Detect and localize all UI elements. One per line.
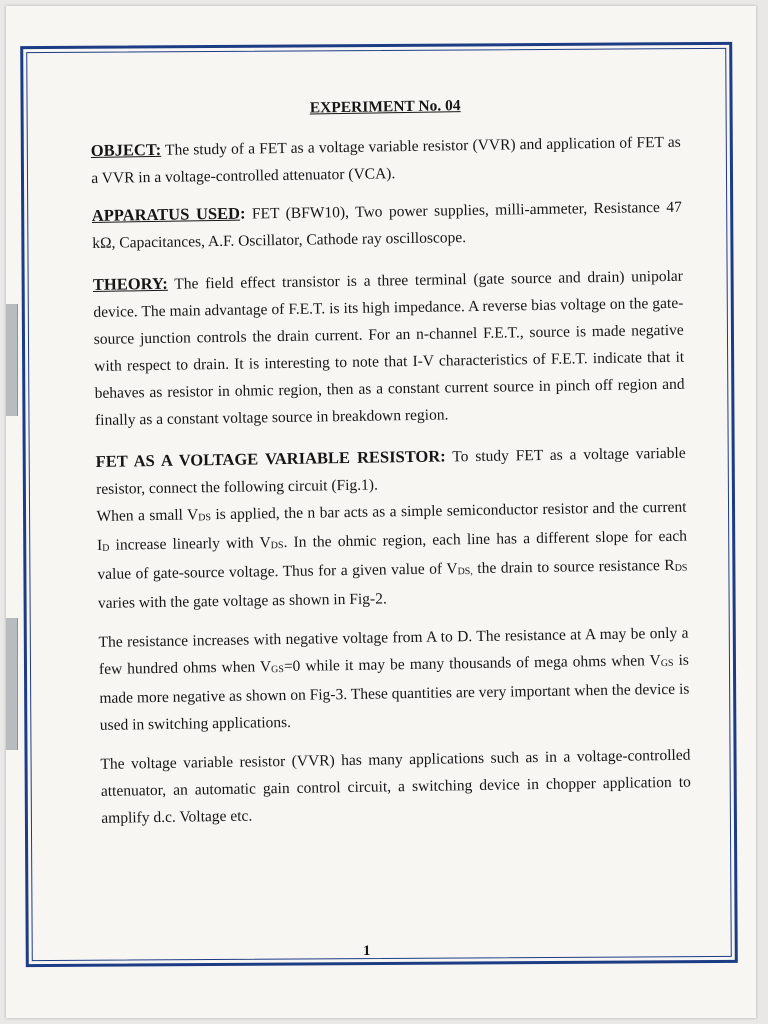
object-heading: OBJECT: xyxy=(90,139,162,160)
resistance-paragraph xyxy=(98,620,690,739)
apparatus-heading: APPARATUS USED xyxy=(91,203,241,225)
text-run: increase linearly with V xyxy=(109,534,271,554)
apparatus-text: FET (BFW10), Two power supplies, milli-ammeter, Resistance 47 kΩ, Capacitances, A.F. Oscillator, Cathode ray oscilloscope. xyxy=(92,198,682,252)
object-paragraph xyxy=(91,128,682,192)
theory-paragraph xyxy=(93,262,685,434)
text-run: the drain to source resistance R xyxy=(472,556,675,578)
binder-tab xyxy=(6,304,18,416)
text-run: is applied, the n bar acts as a simple semiconductor resistor and the current I xyxy=(96,498,687,554)
object-text: The study of a FET as a voltage variable resistor (VVR) and application of FET as a VVR in a voltage-controlled attenuator (VCA). xyxy=(91,133,681,187)
text-run: . In the ohmic region, each line has a different slope for each value of gate-source voltage. Thus for a given value of V xyxy=(97,527,688,583)
theory-heading: THEORY: xyxy=(92,273,168,294)
subscript: D xyxy=(102,542,110,554)
theory-text: The field effect transistor is a three terminal (gate source and drain) unipolar device. The main advantage of F.E.T. is its high impedance. A reverse bias voltage on the gate-source junction controls the drain current. For an n-channel F.E.T., source is made negative with respect to drain. It is interesting to note that I-V characteristics of F.E.T. indicate that it behaves as resistor in ohmic region, then as a constant current source in pinch off region and finally as a constant voltage source in breakdown region. xyxy=(93,267,685,429)
page-number: 1 xyxy=(363,943,371,959)
binder-tab xyxy=(6,618,18,750)
fet-vvr-paragraph xyxy=(95,439,686,503)
subscript: DS xyxy=(270,540,284,552)
subscript: DS xyxy=(198,512,212,524)
apparatus-paragraph xyxy=(92,193,683,257)
text-run: is made more negative as shown on Fig-3. These quantities are very important when the device is used in switching applications. xyxy=(99,651,690,734)
fet-vvr-heading: FET AS A VOLTAGE VARIABLE RESISTOR: xyxy=(95,446,446,471)
small-vds-paragraph xyxy=(96,494,688,617)
text-run: =0 while it may be many thousands of mega ohms when V xyxy=(283,652,661,676)
apparatus-colon: : xyxy=(239,203,246,223)
document-body xyxy=(90,89,692,842)
text-run: When a small V xyxy=(96,506,199,525)
experiment-title: EXPERIMENT No. 04 xyxy=(309,97,461,117)
applications-paragraph xyxy=(100,742,691,832)
applications-text: The voltage variable resistor (VVR) has many applications such as in a voltage-controlled attenuator, an automatic gain control circuit, a switching device in chopper application to amplify d.c. Voltage etc. xyxy=(100,746,691,827)
subscript: DS xyxy=(674,562,688,574)
subscript: GS xyxy=(660,657,674,670)
fet-vvr-text: To study FET as a voltage variable resistor, connect the following circuit (Fig.1). xyxy=(96,444,686,498)
subscript: DS, xyxy=(457,566,473,578)
text-run: The resistance increases with negative voltage from A to D. The resistance at A may be only a few hundred ohms when V xyxy=(98,624,689,678)
subscript: GS xyxy=(271,664,285,676)
text-run: varies with the gate voltage as shown in Fig-2. xyxy=(97,590,387,612)
